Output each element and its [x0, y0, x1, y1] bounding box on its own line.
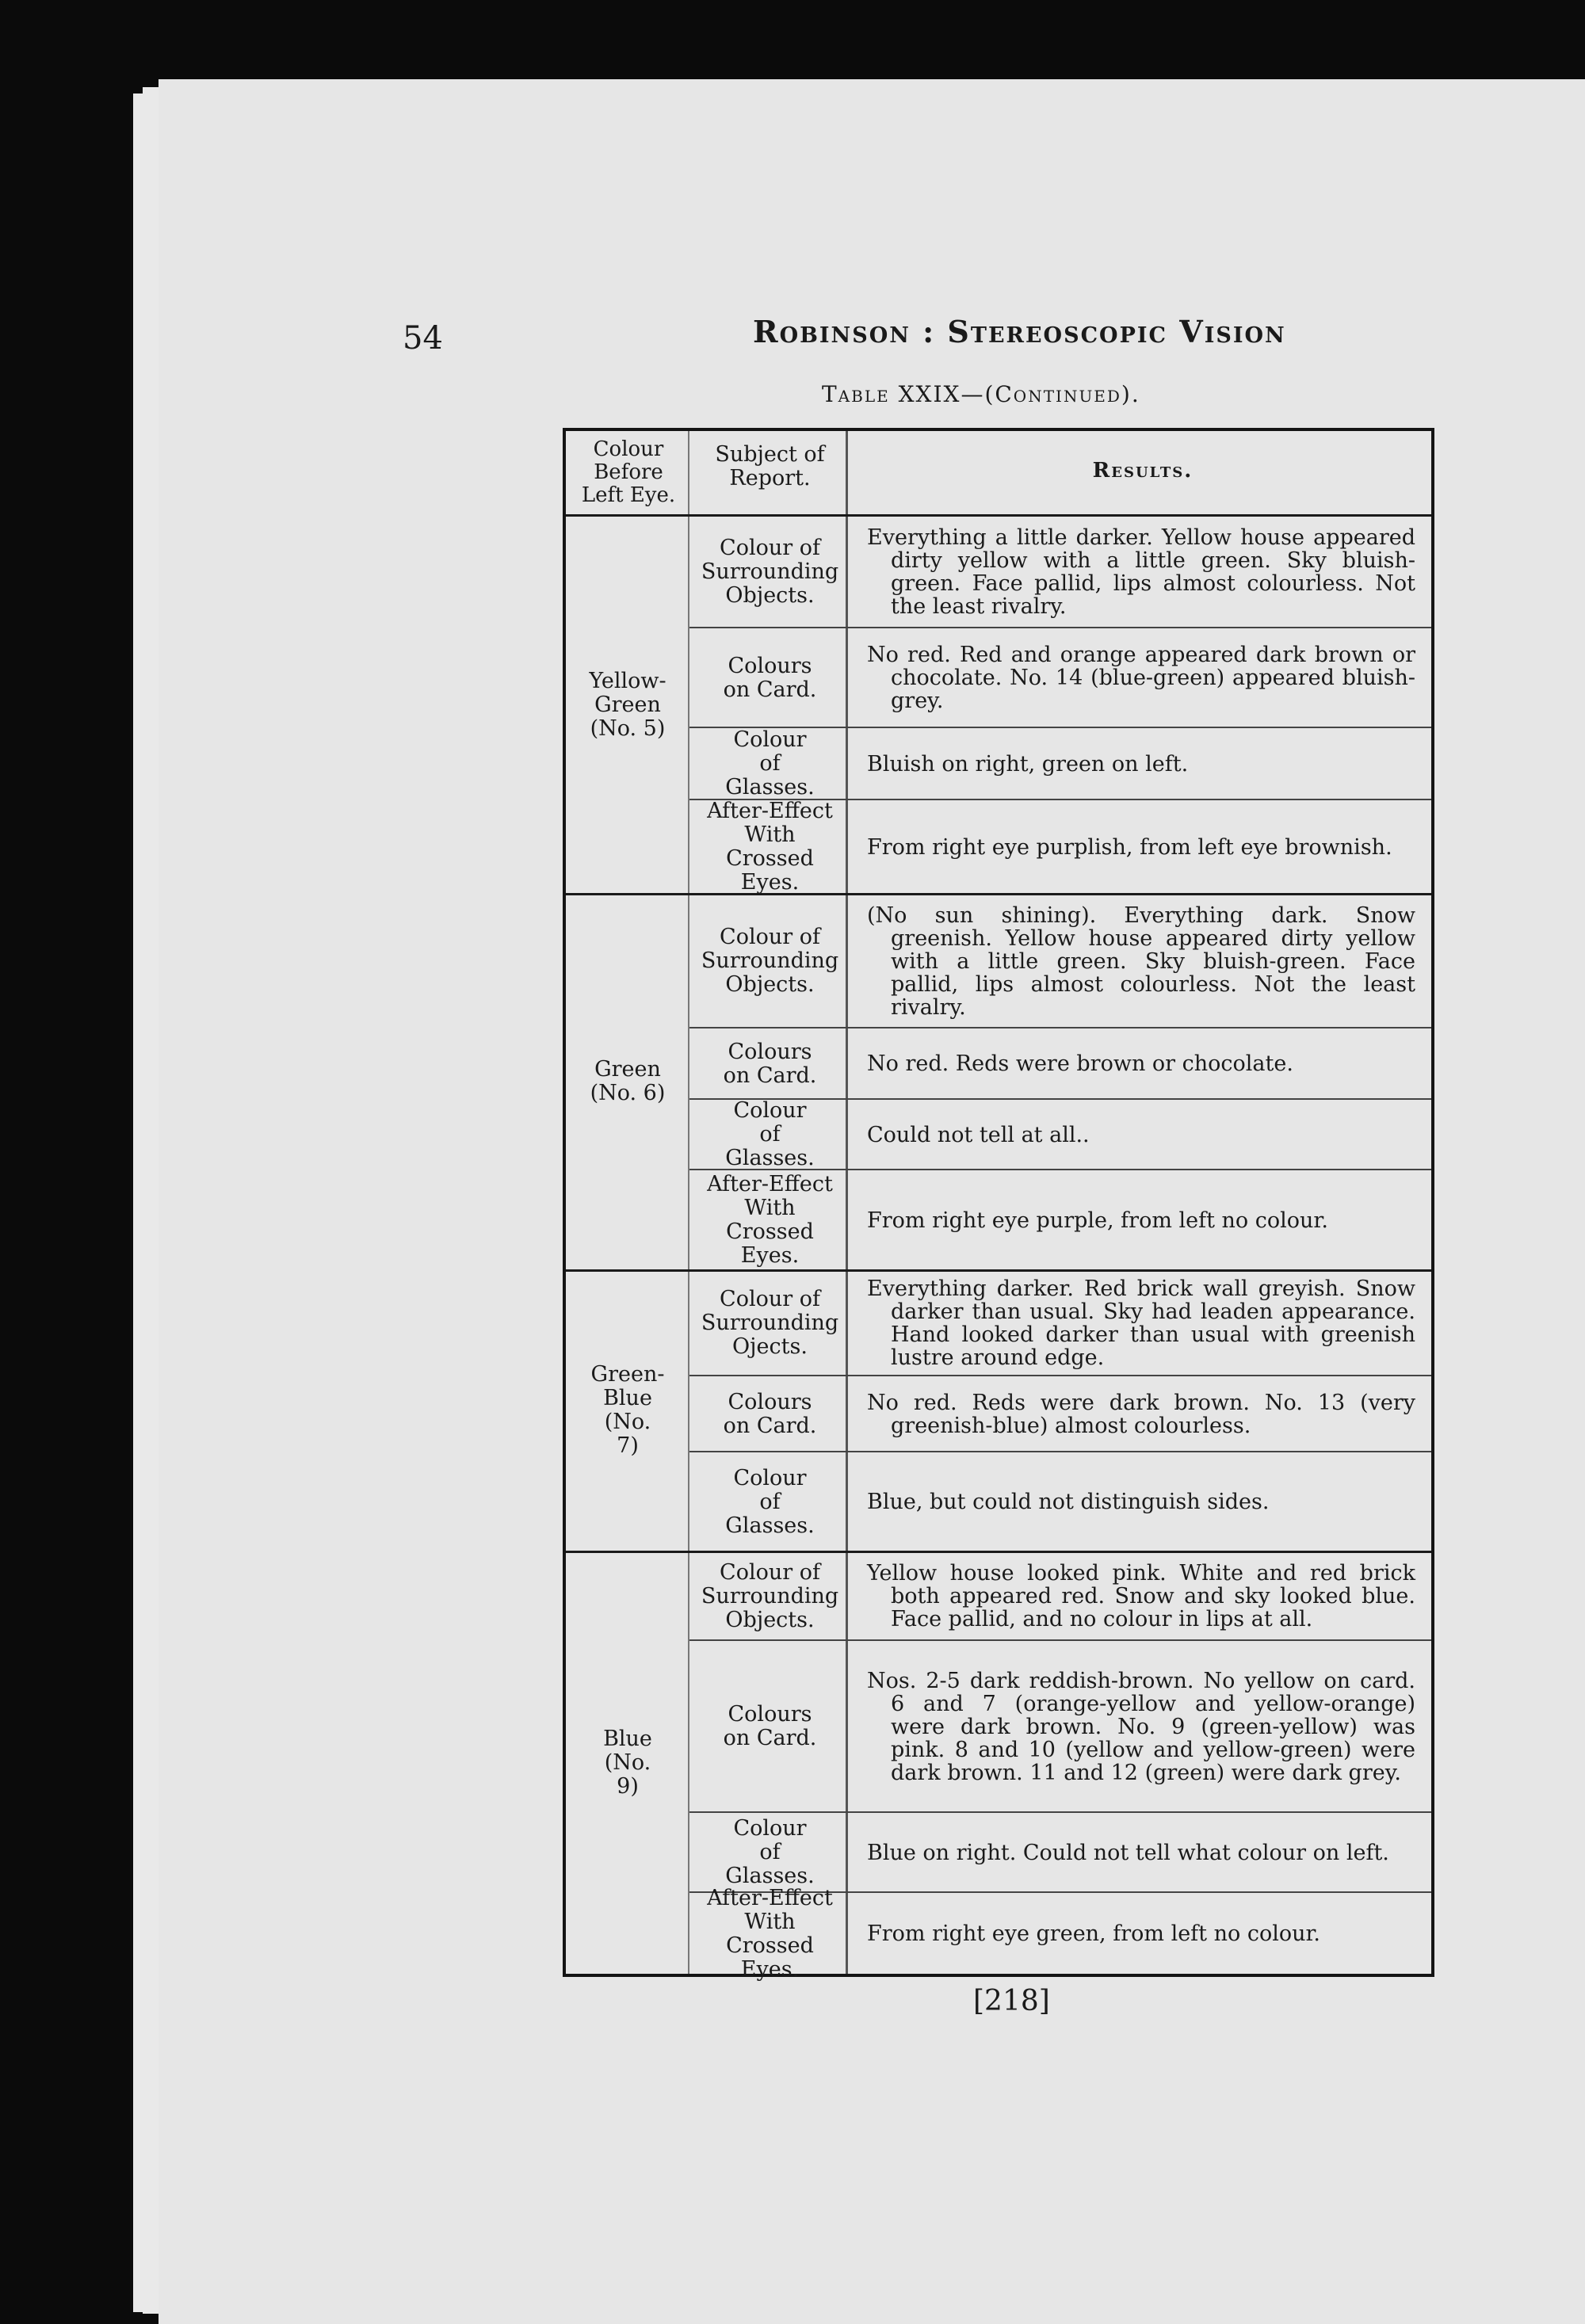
row-separator [689, 1811, 1431, 1813]
result-cell [848, 801, 1431, 893]
result-text: (No sun shining). Everything dark. Snow greenish. Yellow house appeared dirty yellow with a little green. Sky bluish-green. Face pallid, lips almost colourless. Not the least rivalry. [867, 903, 1415, 1020]
subject-cell: After-Effect With Crossed Eyes. [707, 1172, 833, 1268]
result-text: Bluish on right, green on left. [867, 751, 1189, 777]
subject-cell: Colour of Glasses. [725, 1098, 815, 1170]
result-cell [848, 1171, 1431, 1269]
result-text: From right eye purple, from left no colour. [867, 1208, 1328, 1233]
subject-cell: After-Effect With Crossed Eyes. [707, 1885, 833, 1982]
result-text: Nos. 2-5 dark reddish-brown. No yellow on card. 6 and 7 (orange-yellow and yellow-orange) were dark brown. No. 9 (green-yellow) was pink. 8 and 10 (yellow and yellow-green) were dark brown. 11 and 12 (green) were dark grey. [867, 1668, 1415, 1785]
result-text: From right eye purplish, from left eye brownish. [867, 834, 1392, 860]
page-number: 54 [403, 320, 443, 357]
group-label: Green-Blue (No. 7) [590, 1361, 665, 1458]
footer-page-reference: [218] [973, 1985, 1050, 2017]
subject-cell: After-Effect With Crossed Eyes. [707, 799, 833, 895]
result-text: No red. Reds were dark brown. No. 13 (very greenish-blue) almost colourless. [867, 1390, 1415, 1438]
row-separator [689, 1027, 1431, 1028]
result-cell [848, 895, 1431, 1027]
row-separator [689, 1451, 1431, 1452]
result-cell [848, 1553, 1431, 1639]
subject-cell: Colours on Card. [723, 1702, 817, 1750]
result-cell [848, 1377, 1431, 1451]
result-text: Yellow house looked pink. White and red brick both appeared red. Snow and sky looked blue. Face pallid, and no colour in lips at all. [867, 1561, 1415, 1631]
result-text: From right eye green, from left no colour. [867, 1921, 1321, 1946]
result-cell [848, 1814, 1431, 1891]
result-cell [848, 729, 1431, 799]
group-label: Green (No. 6) [590, 1056, 666, 1105]
subject-cell: Colour of Surrounding Objects. [701, 535, 839, 608]
row-separator [689, 1639, 1431, 1641]
subject-cell: Colour of Surrounding Objects. [701, 925, 839, 997]
result-text: Everything a little darker. Yellow house appeared dirty yellow with a little green. Sky bluish-green. Face pallid, lips almost colourless. Not the least rivalry. [867, 525, 1415, 619]
subject-cell: Colour of Surrounding Ojects. [701, 1287, 839, 1359]
row-separator [689, 627, 1431, 628]
subject-cell: Colours on Card. [723, 1389, 817, 1438]
result-text: No red. Reds were brown or chocolate. [867, 1051, 1293, 1076]
subject-cell: Colour of Glasses. [725, 1465, 815, 1538]
result-cell [848, 1272, 1431, 1375]
result-text: Blue, but could not distinguish sides. [867, 1490, 1270, 1514]
group-label: Blue (No. 9) [603, 1726, 652, 1799]
result-cell [848, 629, 1431, 727]
header-subject: Subject of Report. [715, 442, 825, 490]
results-table [563, 428, 1434, 1982]
row-separator [689, 1375, 1431, 1376]
result-cell [848, 1894, 1431, 1974]
running-head: Robinson : Stereoscopic Vision [753, 314, 1286, 349]
page-stack-edge [143, 87, 159, 2314]
result-cell [848, 1029, 1431, 1098]
subject-cell: Colours on Card. [723, 1039, 817, 1088]
result-text: Everything darker. Red brick wall greyish. Snow darker than usual. Sky had leaden appearance. Hand looked darker than usual with greenish lustre around edge. [867, 1276, 1415, 1370]
result-text: Could not tell at all.. [867, 1122, 1090, 1147]
header-colour: Colour Before Left Eye. [581, 437, 676, 507]
subject-cell: Colour of Glasses. [725, 727, 815, 799]
subject-cell: Colour of Glasses. [725, 1816, 815, 1888]
subject-cell: Colours on Card. [723, 653, 817, 702]
result-text: Blue on right. Could not tell what colour on left. [867, 1840, 1389, 1865]
table-title: Table XXIX—(Continued). [822, 381, 1140, 407]
subject-cell: Colour of Surrounding Objects. [701, 1559, 839, 1632]
result-cell [848, 517, 1431, 627]
group-label: Yellow-Green (No. 5) [589, 668, 666, 741]
result-cell [848, 1101, 1431, 1169]
header-results: Results. [1092, 459, 1194, 483]
result-cell [848, 1453, 1431, 1551]
result-cell [848, 1642, 1431, 1811]
result-text: No red. Red and orange appeared dark brown or chocolate. No. 14 (blue-green) appeared bluish-grey. [867, 643, 1415, 713]
